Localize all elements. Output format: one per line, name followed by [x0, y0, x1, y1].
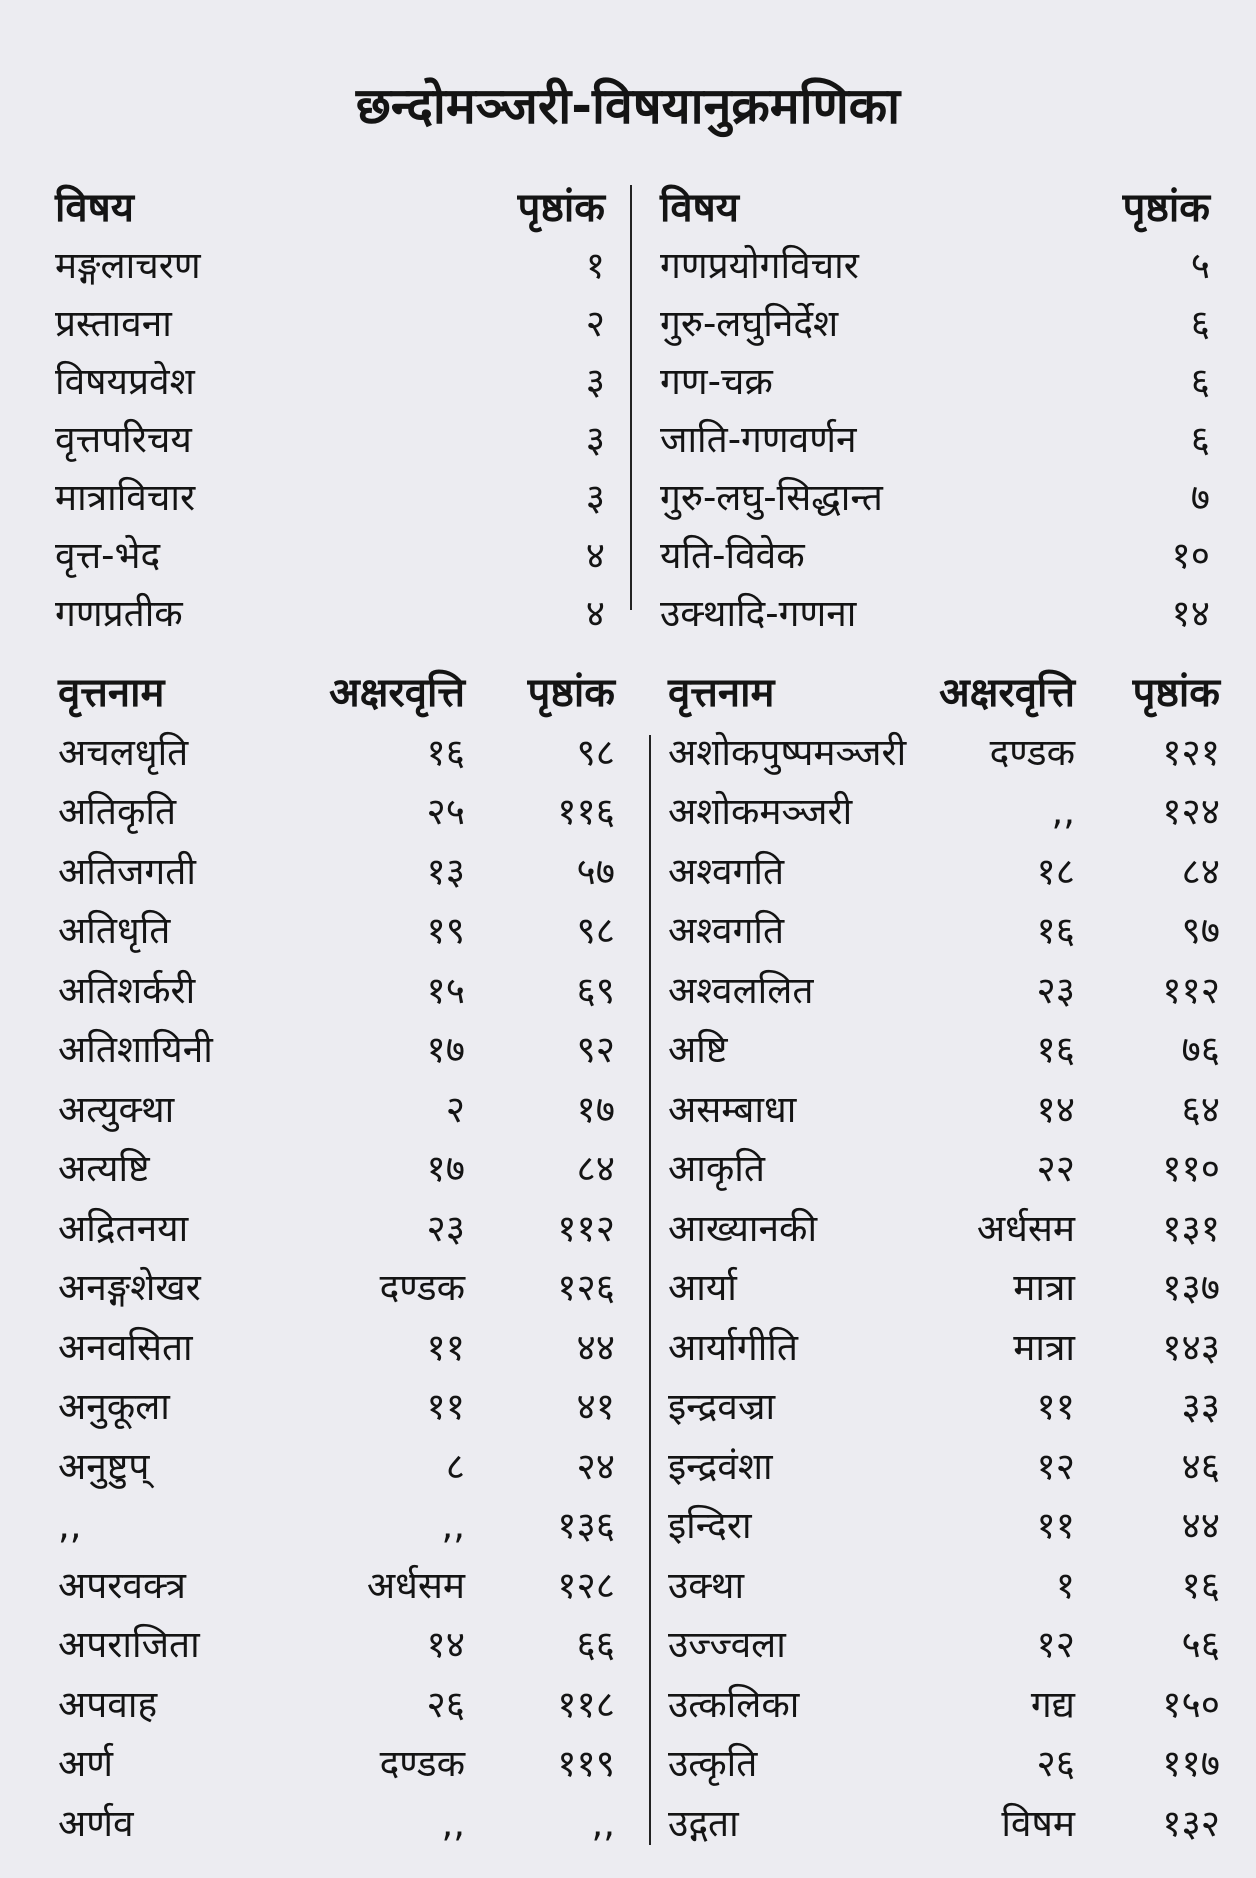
meter-name: अनुकूला: [58, 1385, 170, 1428]
page-number: ८४: [576, 1147, 615, 1190]
table-row: [0, 1617, 1256, 1673]
meter-name: आर्यागीति: [668, 1326, 798, 1369]
page-number: ४१: [576, 1385, 615, 1428]
meter-name: अश्वगति: [668, 850, 785, 893]
meter-name: अश्वललित: [668, 969, 814, 1012]
syllable-count: १६: [1036, 909, 1075, 952]
subject-name: प्रस्तावना: [55, 302, 172, 345]
syllable-count: १७: [426, 1028, 465, 1071]
page-number: ४४: [1181, 1504, 1220, 1547]
syllable-count: ११: [426, 1385, 465, 1428]
page-number: १२६: [557, 1266, 615, 1309]
page-number: १३२: [1162, 1802, 1220, 1845]
meter-name: इन्द्रवज्रा: [668, 1385, 776, 1428]
meter-name: आकृति: [668, 1147, 765, 1190]
meter-name: आख्यानकी: [668, 1207, 818, 1250]
page-number: ५७: [576, 850, 615, 893]
table-row: [0, 1320, 1256, 1376]
syllable-count: ११: [1036, 1504, 1075, 1547]
table-row: [0, 1082, 1256, 1138]
table-row: [0, 528, 1256, 584]
page-number: ४: [585, 534, 605, 577]
meter-name: अर्णव: [58, 1802, 134, 1845]
syllable-count: ११: [1036, 1385, 1075, 1428]
syllables-header: अक्षरवृत्ति: [329, 670, 465, 716]
page-number: ७: [1190, 476, 1210, 519]
syllable-count: ८: [445, 1445, 465, 1488]
table-row: [0, 296, 1256, 352]
syllable-count: विषम: [1001, 1802, 1075, 1845]
meter-name: अपराजिता: [58, 1623, 200, 1666]
syllable-count: २३: [1036, 969, 1075, 1012]
syllable-count: अर्धसम: [366, 1564, 465, 1607]
table-row: [0, 1796, 1256, 1852]
syllable-count: २५: [426, 790, 465, 833]
syllable-count: अर्धसम: [976, 1207, 1075, 1250]
syllable-count: १२: [1036, 1445, 1075, 1488]
table-row: [0, 903, 1256, 959]
meter-name: असम्बाधा: [668, 1088, 797, 1131]
syllable-count: १६: [426, 731, 465, 774]
syllable-count: १६: [1036, 1028, 1075, 1071]
subject-name: गण-चक्र: [660, 360, 773, 403]
meter-name: ,,: [58, 1504, 82, 1547]
page-number: १४: [1171, 592, 1210, 635]
meter-name: इन्दिरा: [668, 1504, 752, 1547]
syllable-count: ,,: [1051, 790, 1075, 833]
meter-name: उत्कलिका: [668, 1683, 800, 1726]
meter-name: अश्वगति: [668, 909, 785, 952]
subject-name: यति-विवेक: [660, 534, 805, 577]
syllable-count: दण्डक: [989, 731, 1075, 774]
table-row: [0, 354, 1256, 410]
page-number: ६६: [576, 1623, 615, 1666]
syllable-count: मात्रा: [1013, 1266, 1075, 1309]
table-header: [0, 180, 1256, 236]
meter-name: अद्रितनया: [58, 1207, 189, 1250]
meter-name: अतिजगती: [58, 850, 196, 893]
page-number: ६: [1190, 360, 1210, 403]
table-row: [0, 1736, 1256, 1792]
page-number: १६: [1181, 1564, 1220, 1607]
page-header: पृष्ठांक: [527, 670, 615, 716]
meter-name: अष्टि: [668, 1028, 728, 1071]
meter-name-header: वृत्तनाम: [58, 670, 165, 716]
syllable-count: २३: [426, 1207, 465, 1250]
subject-name: गणप्रयोगविचार: [660, 244, 859, 287]
syllable-count: ,,: [441, 1504, 465, 1547]
meter-name: अतिशायिनी: [58, 1028, 213, 1071]
meter-name: अपवाह: [58, 1683, 158, 1726]
page-number: १: [585, 244, 605, 287]
meter-name: अशोकमञ्जरी: [668, 790, 853, 833]
page-number: ४६: [1181, 1445, 1220, 1488]
table-row: [0, 725, 1256, 781]
syllable-count: १३: [426, 850, 465, 893]
table-row: [0, 1022, 1256, 1078]
syllable-count: ११: [426, 1326, 465, 1369]
table-row: [0, 1677, 1256, 1733]
page-number: ६: [1190, 418, 1210, 461]
page-number: ३: [585, 360, 605, 403]
page-number: ११०: [1162, 1147, 1220, 1190]
page-number: १२८: [557, 1564, 615, 1607]
table-row: [0, 844, 1256, 900]
page-number: ११७: [1162, 1742, 1220, 1785]
meter-name: अचलधृति: [58, 731, 189, 774]
meter-name: आर्या: [668, 1266, 737, 1309]
meter-name: उत्कृति: [668, 1742, 758, 1785]
syllable-count: ,,: [441, 1802, 465, 1845]
page-number: ५: [1190, 244, 1210, 287]
page-number: ७६: [1181, 1028, 1220, 1071]
syllable-count: १४: [426, 1623, 465, 1666]
meter-name: अतिकृति: [58, 790, 177, 833]
syllable-count: १: [1055, 1564, 1075, 1607]
subject-name: गणप्रतीक: [55, 592, 183, 635]
subject-header: विषय: [660, 185, 739, 231]
table-row: [0, 1260, 1256, 1316]
syllable-count: १९: [426, 909, 465, 952]
syllable-count: १८: [1036, 850, 1075, 893]
page-number: १०: [1171, 534, 1210, 577]
syllable-count: २२: [1036, 1147, 1075, 1190]
page-number: १२१: [1162, 731, 1220, 774]
page-number: ४४: [576, 1326, 615, 1369]
syllable-count: १२: [1036, 1623, 1075, 1666]
table-row: [0, 963, 1256, 1019]
page-title: छन्दोमञ्जरी-विषयानुक्रमणिका: [355, 77, 901, 135]
page-number: ९८: [576, 909, 615, 952]
meter-name: अत्यष्टि: [58, 1147, 150, 1190]
page-number: ६: [1190, 302, 1210, 345]
page-number: ११८: [557, 1683, 615, 1726]
syllable-count: १७: [426, 1147, 465, 1190]
subject-name: जाति-गणवर्णन: [660, 418, 857, 461]
page-number: १७: [576, 1088, 615, 1131]
page-number: ८४: [1181, 850, 1220, 893]
page-number: ९८: [576, 731, 615, 774]
page-number: ११२: [557, 1207, 615, 1250]
syllable-count: दण्डक: [379, 1742, 465, 1785]
meter-name: अनुष्टुप्: [58, 1445, 150, 1488]
table-row: [0, 586, 1256, 642]
table-row: [0, 784, 1256, 840]
subject-name: उक्थादि-गणना: [660, 592, 857, 635]
table-row: [0, 1379, 1256, 1435]
page-header: पृष्ठांक: [1122, 185, 1210, 231]
page-number: ११२: [1162, 969, 1220, 1012]
meter-name: अत्युक्था: [58, 1088, 175, 1131]
page-number: १३७: [1162, 1266, 1220, 1309]
subject-name: विषयप्रवेश: [55, 360, 195, 403]
syllable-count: २: [445, 1088, 465, 1131]
meter-name: उद्गता: [668, 1802, 739, 1845]
page-number: ३३: [1181, 1385, 1220, 1428]
table-row: [0, 1439, 1256, 1495]
meter-name: इन्द्रवंशा: [668, 1445, 773, 1488]
page-number: १५०: [1162, 1683, 1220, 1726]
syllables-header: अक्षरवृत्ति: [939, 670, 1075, 716]
syllable-count: दण्डक: [379, 1266, 465, 1309]
page-number: ६९: [576, 969, 615, 1012]
page-number: ,,: [591, 1802, 615, 1845]
page-number: ५६: [1181, 1623, 1220, 1666]
subject-name: गुरु-लघुनिर्देश: [660, 302, 839, 345]
syllable-count: गद्य: [1030, 1683, 1075, 1726]
meter-name: अनवसिता: [58, 1326, 193, 1369]
subject-header: विषय: [55, 185, 134, 231]
page-number: ११६: [557, 790, 615, 833]
syllable-count: २६: [1036, 1742, 1075, 1785]
page-number: ३: [585, 476, 605, 519]
meter-name: अपरवक्त्र: [58, 1564, 186, 1607]
subject-name: मात्राविचार: [55, 476, 196, 519]
subject-name: वृत्त-भेद: [55, 534, 161, 577]
page-number: १२४: [1162, 790, 1220, 833]
page-number: १३६: [557, 1504, 615, 1547]
table-row: [0, 1141, 1256, 1197]
subject-name: वृत्तपरिचय: [55, 418, 192, 461]
meter-name: उक्था: [668, 1564, 745, 1607]
page-header: पृष्ठांक: [517, 185, 605, 231]
page-number: १४३: [1162, 1326, 1220, 1369]
page-header: पृष्ठांक: [1132, 670, 1220, 716]
table-header: [0, 665, 1256, 721]
table-row: [0, 1498, 1256, 1554]
page-number: ६४: [1181, 1088, 1220, 1131]
page-number: ११९: [557, 1742, 615, 1785]
meter-name-header: वृत्तनाम: [668, 670, 775, 716]
syllable-count: १४: [1036, 1088, 1075, 1131]
subject-name: गुरु-लघु-सिद्धान्त: [660, 476, 883, 519]
table-row: [0, 1558, 1256, 1614]
page-number: ९७: [1181, 909, 1220, 952]
meter-name: उज्ज्वला: [668, 1623, 786, 1666]
meter-name: अतिशर्करी: [58, 969, 196, 1012]
page-number: ३: [585, 418, 605, 461]
syllable-count: १५: [426, 969, 465, 1012]
syllable-count: २६: [426, 1683, 465, 1726]
meter-name: अशोकपुष्पमञ्जरी: [668, 731, 907, 774]
meter-name: अतिधृति: [58, 909, 171, 952]
page-number: १३१: [1162, 1207, 1220, 1250]
table-row: [0, 1201, 1256, 1257]
page-number: ९२: [576, 1028, 615, 1071]
table-row: [0, 238, 1256, 294]
meter-name: अर्ण: [58, 1742, 114, 1785]
page-number: २: [585, 302, 605, 345]
subject-name: मङ्गलाचरण: [55, 244, 201, 287]
meter-name: अनङ्गशेखर: [58, 1266, 201, 1309]
table-row: [0, 470, 1256, 526]
page-number: ४: [585, 592, 605, 635]
syllable-count: मात्रा: [1013, 1326, 1075, 1369]
table-row: [0, 412, 1256, 468]
page-number: २४: [576, 1445, 615, 1488]
